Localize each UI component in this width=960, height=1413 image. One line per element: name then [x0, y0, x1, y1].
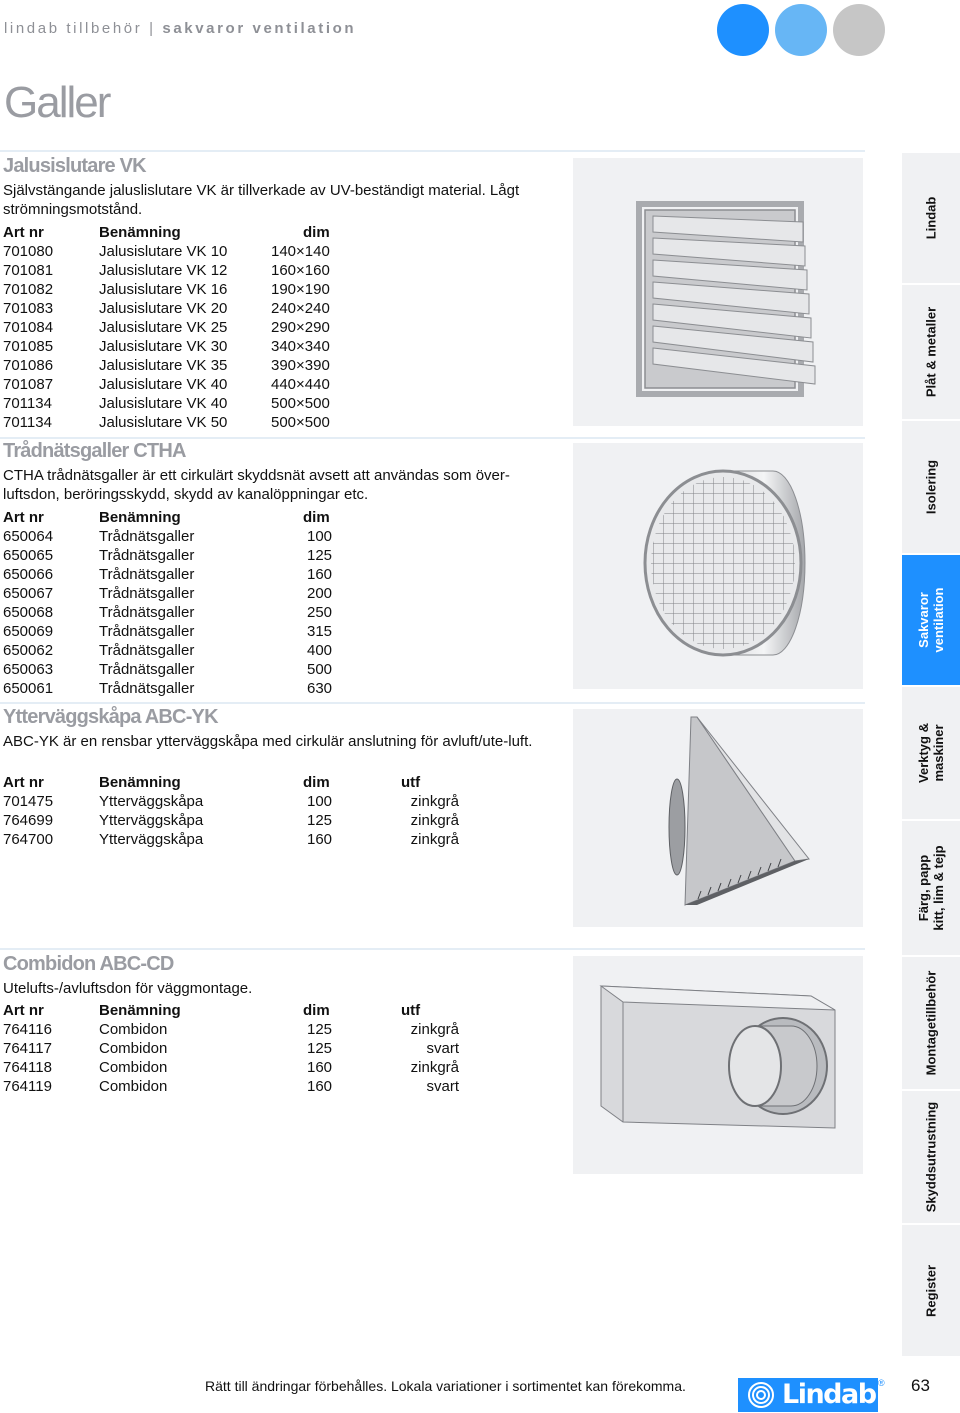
- table-row: [3, 792, 459, 811]
- tab-label: Skyddsutrustning: [923, 1101, 939, 1213]
- product-table-tradnatsgaller: [3, 508, 349, 698]
- table-row: [3, 413, 349, 432]
- cell-art-nr: 650069: [3, 623, 54, 640]
- cell-benamning: Ytterväggskåpa: [99, 812, 204, 829]
- col-art-nr: Art nr: [3, 774, 44, 791]
- running-header: [4, 20, 356, 37]
- photo-jalusislutare: [573, 158, 863, 426]
- cell-dim: 100: [307, 793, 333, 810]
- photo-tradnatsgaller: [573, 443, 863, 689]
- cell-art-nr: 650064: [3, 528, 54, 545]
- photo-ytterväggskapa: [573, 709, 863, 927]
- cell-benamning: Trådnätsgaller: [99, 661, 195, 678]
- table-row: [3, 1058, 459, 1077]
- cell-art-nr: 650062: [3, 642, 54, 659]
- table-header-row: [3, 223, 349, 242]
- cell-art-nr: 701134: [3, 395, 52, 412]
- cell-benamning: Jalusislutare VK 50: [99, 414, 228, 431]
- cell-dim: 160: [307, 566, 333, 583]
- table-header-row: [3, 508, 349, 527]
- tab-lindab[interactable]: [902, 153, 960, 285]
- tab-plat-metaller[interactable]: [902, 285, 960, 421]
- decor-dot-blue: [717, 4, 769, 56]
- cell-dim: 340×340: [271, 338, 330, 355]
- cell-art-nr: 764119: [3, 1078, 52, 1095]
- section-divider: [0, 150, 865, 152]
- cell-benamning: Trådnätsgaller: [99, 528, 195, 545]
- cell-benamning: Jalusislutare VK 12: [99, 262, 228, 279]
- col-benamning: Benämning: [99, 1002, 181, 1019]
- photo-combidon: [573, 956, 863, 1174]
- cell-benamning: Combidon: [99, 1078, 168, 1095]
- section-title-jalusislutare: Jalusislutare VK: [3, 155, 146, 177]
- col-benamning: Benämning: [99, 774, 181, 791]
- table-header-row: [3, 1001, 459, 1020]
- cell-benamning: Jalusislutare VK 40: [99, 376, 228, 393]
- tab-verktyg-maskiner[interactable]: [902, 687, 960, 821]
- tab-montagetillbehor[interactable]: [902, 957, 960, 1091]
- cell-dim: 100: [307, 528, 333, 545]
- decor-dot-gray: [833, 4, 885, 56]
- tab-label: Färg, papp kitt, lim & tejp: [916, 845, 946, 931]
- header-subcategory: sakvaror ventilation: [162, 20, 357, 37]
- tab-isolering[interactable]: [902, 421, 960, 555]
- tab-label: Sakvaror ventilation: [916, 587, 946, 653]
- col-dim: dim: [303, 224, 330, 241]
- cell-benamning: Trådnätsgaller: [99, 680, 195, 697]
- cell-dim: 500: [307, 661, 333, 678]
- cell-benamning: Jalusislutare VK 10: [99, 243, 228, 260]
- table-row: [3, 546, 349, 565]
- cell-benamning: Trådnätsgaller: [99, 585, 195, 602]
- section-divider: [0, 702, 865, 704]
- section-title-ytterväggskapa: Ytterväggskåpa ABC-YK: [3, 706, 218, 728]
- cell-art-nr: 701082: [3, 281, 54, 298]
- cell-art-nr: 701084: [3, 319, 54, 336]
- cell-art-nr: 764116: [3, 1021, 52, 1038]
- tab-label: Isolering: [923, 459, 939, 515]
- cell-dim: 140×140: [271, 243, 330, 260]
- section-title-combidon: Combidon ABC-CD: [3, 953, 174, 975]
- cell-art-nr: 650066: [3, 566, 54, 583]
- table-row: [3, 660, 349, 679]
- tab-label: Plåt & metaller: [923, 306, 939, 398]
- cell-art-nr: 764699: [3, 812, 54, 829]
- header-separator: |: [149, 20, 156, 37]
- table-row: [3, 679, 349, 698]
- cell-art-nr: 701083: [3, 300, 54, 317]
- cell-dim: 440×440: [271, 376, 330, 393]
- table-row: [3, 299, 349, 318]
- cell-art-nr: 701085: [3, 338, 54, 355]
- table-row: [3, 1020, 459, 1039]
- col-dim: dim: [303, 774, 330, 791]
- cell-art-nr: 701080: [3, 243, 54, 260]
- lindab-logo-mark-icon: [744, 1381, 778, 1409]
- cell-benamning: Jalusislutare VK 40: [99, 395, 228, 412]
- cell-utf: svart: [426, 1040, 459, 1057]
- section-description: ABC-YK är en rensbar ytterväggskåpa med cirkulär anslutning för avluft/ute-luft.: [3, 733, 533, 750]
- cell-benamning: Trådnätsgaller: [99, 604, 195, 621]
- lindab-logo: [738, 1378, 878, 1412]
- cell-dim: 125: [307, 547, 333, 564]
- cell-dim: 160: [307, 1078, 333, 1095]
- cell-benamning: Combidon: [99, 1059, 168, 1076]
- cell-art-nr: 650063: [3, 661, 54, 678]
- decor-dot-light-blue: [775, 4, 827, 56]
- col-benamning: Benämning: [99, 509, 181, 526]
- cell-benamning: Trådnätsgaller: [99, 623, 195, 640]
- product-table-jalusislutare: [3, 223, 349, 432]
- cell-dim: 390×390: [271, 357, 330, 374]
- cell-dim: 290×290: [271, 319, 330, 336]
- table-row: [3, 565, 349, 584]
- table-row: [3, 584, 349, 603]
- cell-utf: zinkgrå: [410, 812, 459, 829]
- cell-art-nr: 701475: [3, 793, 54, 810]
- tab-label: Register: [923, 1264, 939, 1317]
- table-row: [3, 1077, 459, 1096]
- cell-dim: 160×160: [271, 262, 330, 279]
- cell-benamning: Jalusislutare VK 16: [99, 281, 228, 298]
- cell-utf: zinkgrå: [410, 793, 459, 810]
- tab-farg-papp[interactable]: [902, 821, 960, 957]
- col-art-nr: Art nr: [3, 224, 44, 241]
- cell-benamning: Trådnätsgaller: [99, 642, 195, 659]
- cell-utf: zinkgrå: [410, 1021, 459, 1038]
- section-description: CTHA trådnätsgaller är ett cirkulärt skyddsnät avsett att användas som över-luftsdon, beröringsskydd, skydd av kanalöppningar etc.: [3, 467, 510, 503]
- tab-register[interactable]: [902, 1225, 960, 1358]
- cell-art-nr: 701081: [3, 262, 54, 279]
- table-header-row: [3, 773, 459, 792]
- product-table-combidon: [3, 1001, 459, 1096]
- tab-label: Verktyg & maskiner: [916, 723, 946, 783]
- wall-hood-illustration: [573, 709, 863, 927]
- cell-art-nr: 650068: [3, 604, 54, 621]
- table-row: [3, 811, 459, 830]
- cell-benamning: Trådnätsgaller: [99, 547, 195, 564]
- col-benamning: Benämning: [99, 224, 181, 241]
- cell-benamning: Ytterväggskåpa: [99, 831, 204, 848]
- table-row: [3, 641, 349, 660]
- combi-terminal-illustration: [573, 956, 863, 1174]
- cell-benamning: Trådnätsgaller: [99, 566, 195, 583]
- table-row: [3, 830, 459, 849]
- wire-mesh-grille-illustration: [573, 443, 863, 689]
- col-dim: dim: [303, 1002, 330, 1019]
- cell-art-nr: 650067: [3, 585, 54, 602]
- cell-dim: 125: [307, 812, 333, 829]
- cell-dim: 500×500: [271, 395, 330, 412]
- cell-benamning: Combidon: [99, 1021, 168, 1038]
- cell-benamning: Jalusislutare VK 35: [99, 357, 228, 374]
- table-row: [3, 1039, 459, 1058]
- table-row: [3, 603, 349, 622]
- table-row: [3, 242, 349, 261]
- table-row: [3, 394, 349, 413]
- cell-dim: 250: [307, 604, 333, 621]
- cell-benamning: Jalusislutare VK 30: [99, 338, 228, 355]
- cell-benamning: Ytterväggskåpa: [99, 793, 204, 810]
- cell-dim: 125: [307, 1040, 333, 1057]
- table-row: [3, 318, 349, 337]
- cell-art-nr: 764118: [3, 1059, 52, 1076]
- cell-art-nr: 650065: [3, 547, 54, 564]
- table-row: [3, 280, 349, 299]
- section-divider: [0, 948, 865, 950]
- section-divider: [0, 437, 865, 439]
- cell-utf: zinkgrå: [410, 831, 459, 848]
- cell-art-nr: 701134: [3, 414, 52, 431]
- cell-dim: 160: [307, 831, 333, 848]
- table-row: [3, 527, 349, 546]
- col-utf: utf: [401, 774, 421, 791]
- cell-dim: 500×500: [271, 414, 330, 431]
- cell-art-nr: 764117: [3, 1040, 52, 1057]
- cell-art-nr: 701087: [3, 376, 54, 393]
- section-description: Självstängande jaluslislutare VK är tillverkade av UV-beständigt material. Lågt strömningsmotstånd.: [3, 182, 520, 218]
- tab-label: Lindab: [923, 196, 939, 240]
- tab-skyddsutrustning[interactable]: [902, 1091, 960, 1225]
- cell-art-nr: 764700: [3, 831, 54, 848]
- logo-wordmark: Lindab: [782, 1379, 876, 1410]
- cell-dim: 190×190: [271, 281, 330, 298]
- cell-benamning: Jalusislutare VK 25: [99, 319, 228, 336]
- cell-utf: svart: [426, 1078, 459, 1095]
- cell-dim: 400: [307, 642, 333, 659]
- tab-label: Montagetillbehör: [923, 970, 939, 1076]
- table-row: [3, 337, 349, 356]
- cell-dim: 240×240: [271, 300, 330, 317]
- col-dim: dim: [303, 509, 330, 526]
- page-number: 63: [911, 1376, 930, 1395]
- cell-utf: zinkgrå: [410, 1059, 459, 1076]
- table-row: [3, 356, 349, 375]
- cell-dim: 160: [307, 1059, 333, 1076]
- cell-benamning: Jalusislutare VK 20: [99, 300, 228, 317]
- product-table-ytterväggskapa: [3, 773, 459, 849]
- table-row: [3, 375, 349, 394]
- cell-art-nr: 650061: [3, 680, 54, 697]
- page-title: Galler: [4, 78, 110, 127]
- cell-dim: 315: [307, 623, 333, 640]
- cell-dim: 630: [307, 680, 333, 697]
- cell-benamning: Combidon: [99, 1040, 168, 1057]
- col-art-nr: Art nr: [3, 509, 44, 526]
- cell-art-nr: 701086: [3, 357, 54, 374]
- footer-disclaimer: Rätt till ändringar förbehålles. Lokala variationer i sortimentet kan förekomma.: [205, 1378, 686, 1394]
- col-utf: utf: [401, 1002, 421, 1019]
- section-title-tradnatsgaller: Trådnätsgaller CTHA: [3, 440, 186, 462]
- section-description: Utelufts-/avluftsdon för väggmontage.: [3, 980, 253, 997]
- louvre-shutter-illustration: [573, 158, 863, 426]
- table-row: [3, 622, 349, 641]
- header-category: lindab tillbehör: [4, 20, 143, 37]
- cell-dim: 125: [307, 1021, 333, 1038]
- tab-sakvaror-ventilation[interactable]: [902, 555, 960, 687]
- table-row: [3, 261, 349, 280]
- cell-dim: 200: [307, 585, 333, 602]
- col-art-nr: Art nr: [3, 1002, 44, 1019]
- registered-mark: ®: [878, 1378, 885, 1388]
